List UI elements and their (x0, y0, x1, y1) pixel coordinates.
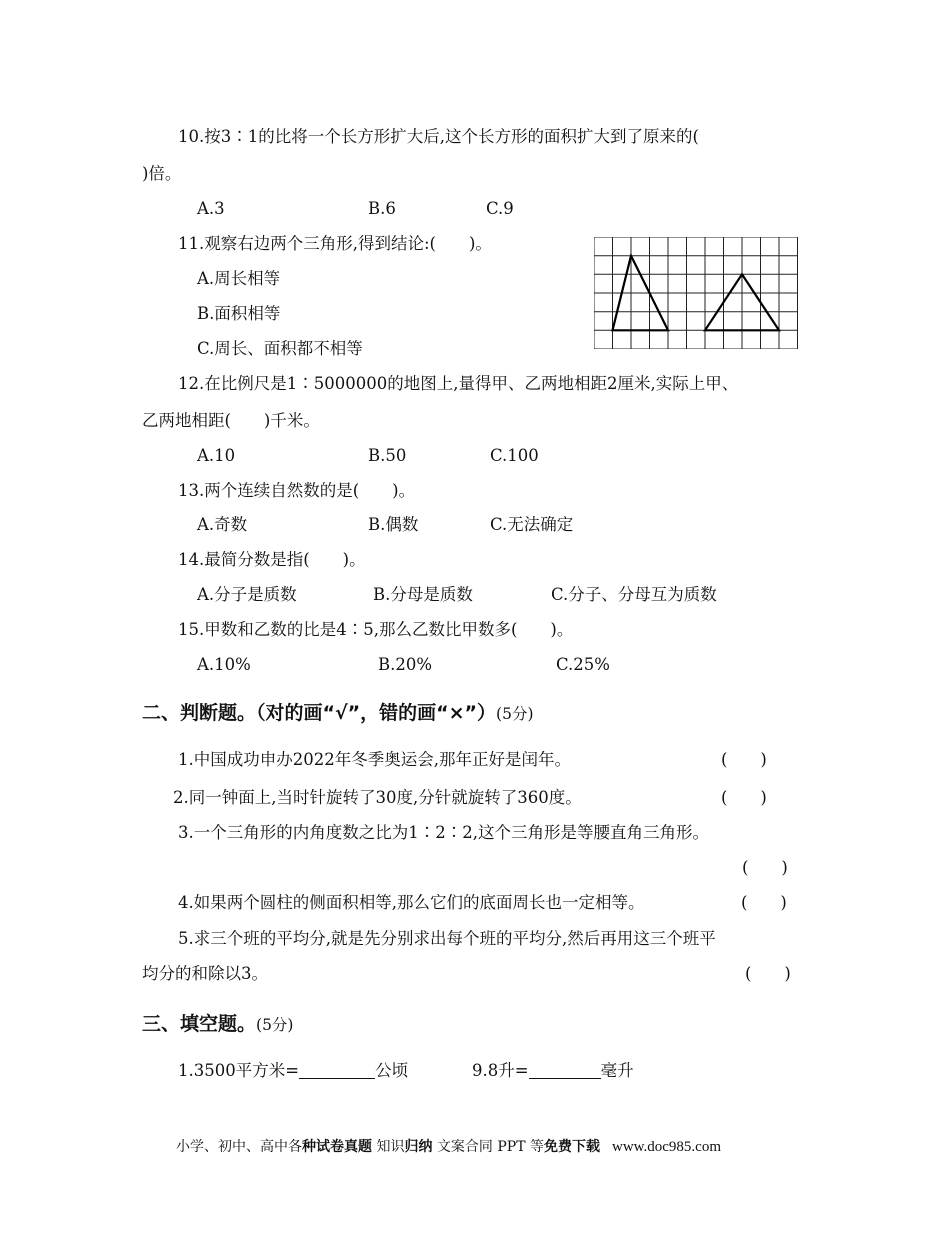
q12-option-b: B.50 (368, 446, 407, 465)
triangle-grid-figure (594, 237, 798, 349)
judge-item-1: 1.中国成功申办2022年冬季奥运会,那年正好是闰年。 (178, 750, 571, 769)
page-footer (176, 1138, 721, 1156)
fill-q1-part2-pre: 9.8升= (472, 1061, 529, 1080)
q12-option-a: A.10 (197, 446, 236, 465)
footer-bold-1: 种试卷真题 (302, 1139, 372, 1155)
q15-option-c: C.25% (556, 655, 610, 674)
q10-option-c: C.9 (486, 199, 514, 218)
q10-option-b: B.6 (368, 199, 396, 218)
q12-stem-line2: 乙两地相距( )千米。 (142, 411, 320, 430)
q13-option-a: A.奇数 (197, 515, 248, 534)
q11-stem: 11.观察右边两个三角形,得到结论:( )。 (178, 234, 492, 253)
fill-blank-2[interactable] (529, 1061, 601, 1079)
footer-bold-3: 免费下载 (543, 1139, 600, 1155)
q15-stem: 15.甲数和乙数的比是4∶5,那么乙数比甲数多( )。 (178, 620, 574, 639)
q15-option-a: A.10% (197, 655, 251, 674)
fill-q1-part1-post: 公顷 (375, 1061, 409, 1080)
q11-option-b: B.面积相等 (197, 304, 281, 323)
judge-answer-2[interactable]: ( ) (721, 788, 767, 807)
judge-item-5-line2: 均分的和除以3。 (142, 964, 268, 983)
q14-option-b: B.分母是质数 (373, 585, 473, 604)
judge-answer-5[interactable]: ( ) (745, 964, 791, 983)
q14-option-a: A.分子是质数 (197, 585, 297, 604)
q12-option-c: C.100 (490, 446, 539, 465)
judge-answer-3[interactable]: ( ) (742, 858, 788, 877)
fill-q1-part1-pre: 1.3500平方米= (178, 1061, 300, 1080)
q11-option-c: C.周长、面积都不相等 (197, 339, 363, 358)
judge-section-title (142, 702, 534, 725)
fill-points: (5分) (256, 1016, 294, 1034)
q10-option-a: A.3 (197, 199, 225, 218)
footer-bold-2: 归纳 (404, 1139, 433, 1155)
judge-answer-1[interactable]: ( ) (721, 750, 767, 769)
fill-blank-1[interactable] (299, 1061, 375, 1079)
judge-points: (5分) (496, 705, 534, 723)
judge-item-4: 4.如果两个圆柱的侧面积相等,那么它们的底面周长也一定相等。 (178, 893, 645, 912)
footer-mid-1: 知识 (372, 1139, 405, 1155)
judge-answer-4[interactable]: ( ) (741, 893, 787, 912)
q10-stem-line1: 10.按3∶1的比将一个长方形扩大后,这个长方形的面积扩大到了原来的( (178, 127, 699, 146)
q10-stem-line2: )倍。 (142, 164, 182, 183)
footer-mid-2: 文案合同 PPT 等 (432, 1139, 544, 1155)
q15-option-b: B.20% (378, 655, 433, 674)
q13-stem: 13.两个连续自然数的是( )。 (178, 481, 416, 500)
judge-item-5: 5.求三个班的平均分,就是先分别求出每个班的平均分,然后再用这三个班平 (178, 929, 716, 948)
q14-option-c: C.分子、分母互为质数 (551, 585, 717, 604)
judge-item-3: 3.一个三角形的内角度数之比为1∶2∶2,这个三角形是等腰直角三角形。 (178, 823, 709, 842)
fill-q1-part2-post: 毫升 (600, 1061, 634, 1080)
fill-question-1 (178, 1060, 408, 1082)
q11-option-a: A.周长相等 (197, 269, 281, 288)
judge-item-2: 2.同一钟面上,当时针旋转了30度,分针就旋转了360度。 (173, 788, 582, 807)
judge-title-text: 二、判断题。（对的画“√”，错的画“×”） (142, 702, 497, 724)
q13-option-c: C.无法确定 (490, 515, 574, 534)
footer-url[interactable]: www.doc985.com (611, 1139, 721, 1155)
fill-question-1b (472, 1060, 634, 1082)
q12-stem-line1: 12.在比例尺是1∶5000000的地图上,量得甲、乙两地相距2厘米,实际上甲、 (178, 374, 739, 393)
q14-stem: 14.最简分数是指( )。 (178, 550, 366, 569)
q13-option-b: B.偶数 (368, 515, 419, 534)
fill-title-text: 三、填空题。 (142, 1013, 257, 1035)
fill-section-title (142, 1013, 293, 1036)
footer-prefix: 小学、初中、高中各 (176, 1139, 302, 1155)
